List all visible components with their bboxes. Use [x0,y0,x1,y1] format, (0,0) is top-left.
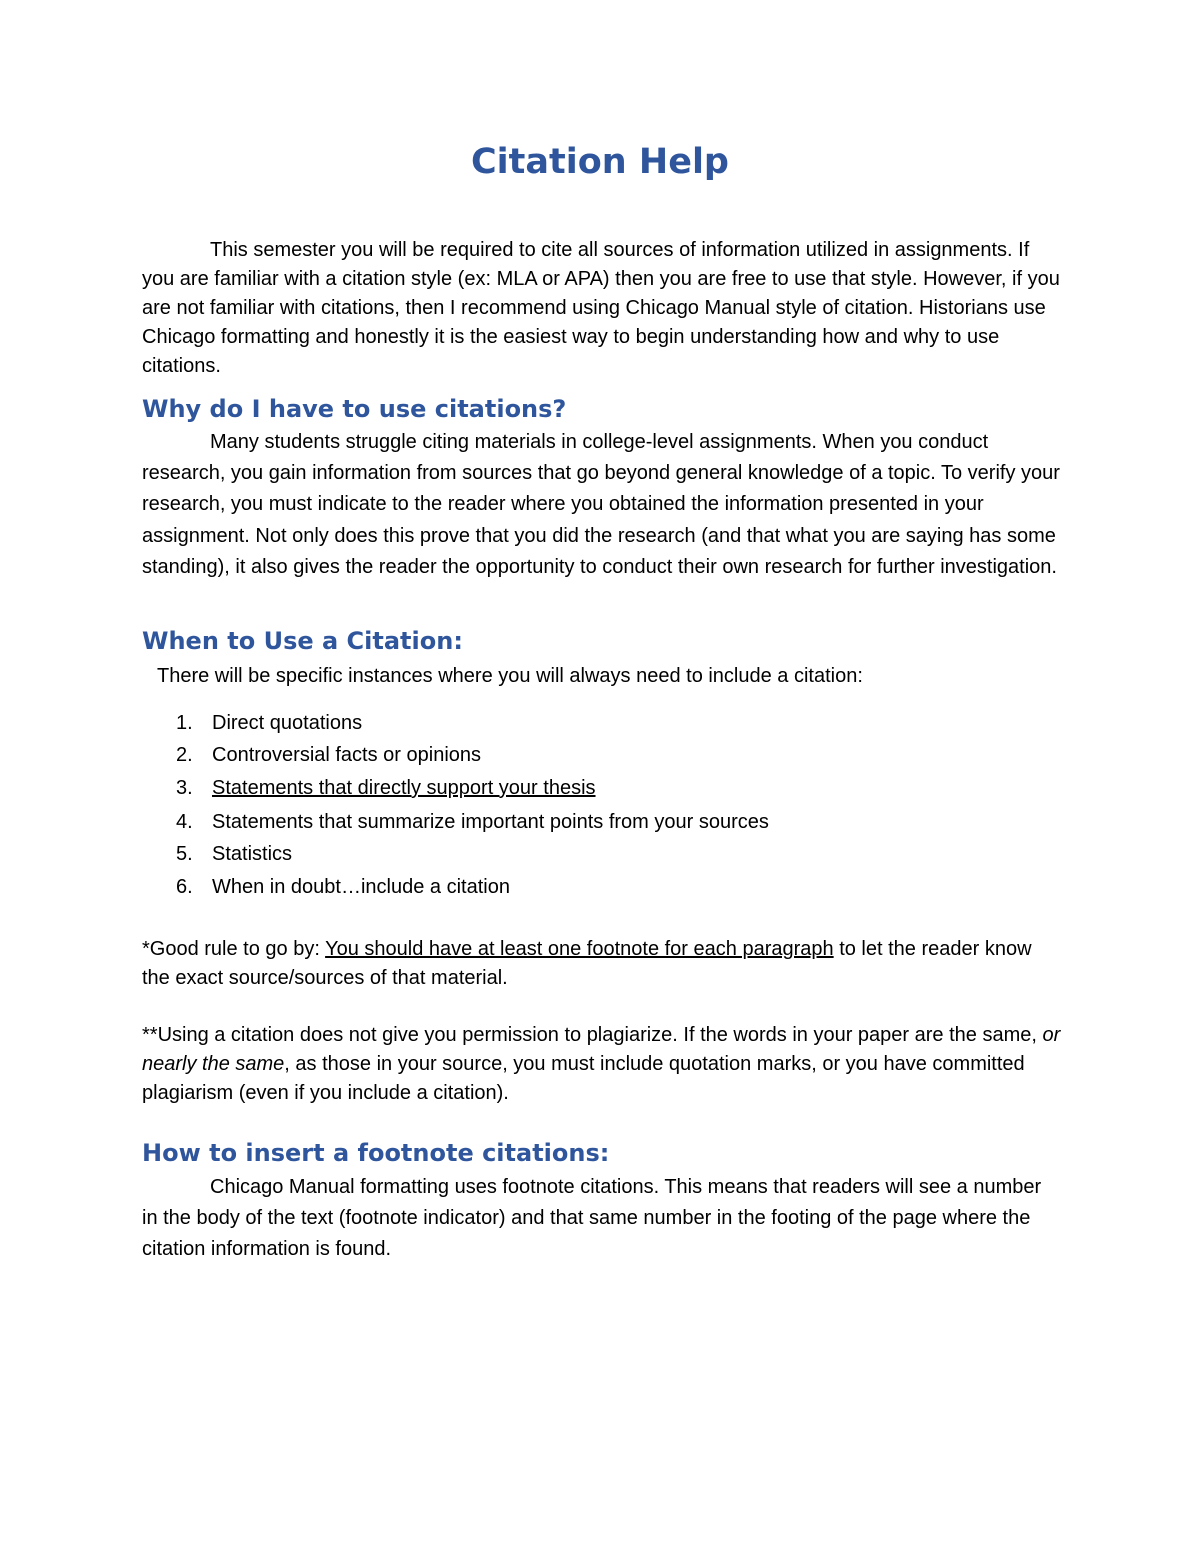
list-item-number: 6. [176,876,193,898]
list-item-text: Controversial facts or opinions [212,744,482,766]
how-paragraph: Chicago Manual formatting uses footnote citations. This means that readers will see a number in the body of the text (footnote indicator) and that same number in the footing of the page where the citation information is found. [142,1176,1042,1261]
warning-part-2: , as those in your source, you must include quotation marks, or you have committed plagiarism (even if you include a citation). [142,1053,1025,1104]
why-paragraph: Many students struggle citing materials in college-level assignments. When you conduct research, you gain information from sources that go beyond general knowledge of a topic. To verify your research, you must indicate to the reader where you obtained the information presented in your assignment. Not only does this prove that you did the research (and that what you are saying has some standing), it also gives the reader the opportunity to conduct their own research for further investigation. [142,431,1060,578]
plagiarism-warning [142,1021,1062,1108]
list-item-number: 5. [176,843,193,865]
list-item-text: Statements that directly support your thesis [212,777,596,799]
list-item-text: Direct quotations [212,712,363,734]
list-item-number: 3. [176,777,193,799]
warning-part-1: **Using a citation does not give you permission to plagiarize. If the words in your paper are the same, [142,1024,1043,1046]
intro-paragraph: This semester you will be required to cite all sources of information utilized in assignments. If you are familiar with a citation style (ex: MLA or APA) then you are free to use that style. However, if you are not familiar with citations, then I recommend using Chicago Manual style of citation. Historians use Chicago formatting and honestly it is the easiest way to begin understanding how and why to use citations. [142,239,1060,377]
section-heading-how: How to insert a footnote citations: [142,1139,610,1167]
section-heading-when: When to Use a Citation: [142,627,463,655]
rule-note [142,935,1062,993]
rule-emphasis: You should have at least one footnote for each paragraph [325,938,834,960]
warning-italic: or nearly the same [142,1024,1061,1075]
when-intro: There will be specific instances where you will always need to include a citation: [157,665,863,687]
section-heading-why: Why do I have to use citations? [142,395,567,423]
list-item-text: Statistics [212,843,293,865]
rule-prefix: *Good rule to go by: [142,938,326,960]
list-item-number: 1. [176,712,193,734]
list-item-number: 4. [176,811,193,833]
rule-suffix: to let the reader know the exact source/sources of that material. [142,938,1032,989]
list-item-number: 2. [176,744,193,766]
list-item-text: Statements that summarize important points from your sources [212,811,769,833]
list-item-text: When in doubt…include a citation [212,876,510,898]
page-title: Citation Help [471,142,729,182]
